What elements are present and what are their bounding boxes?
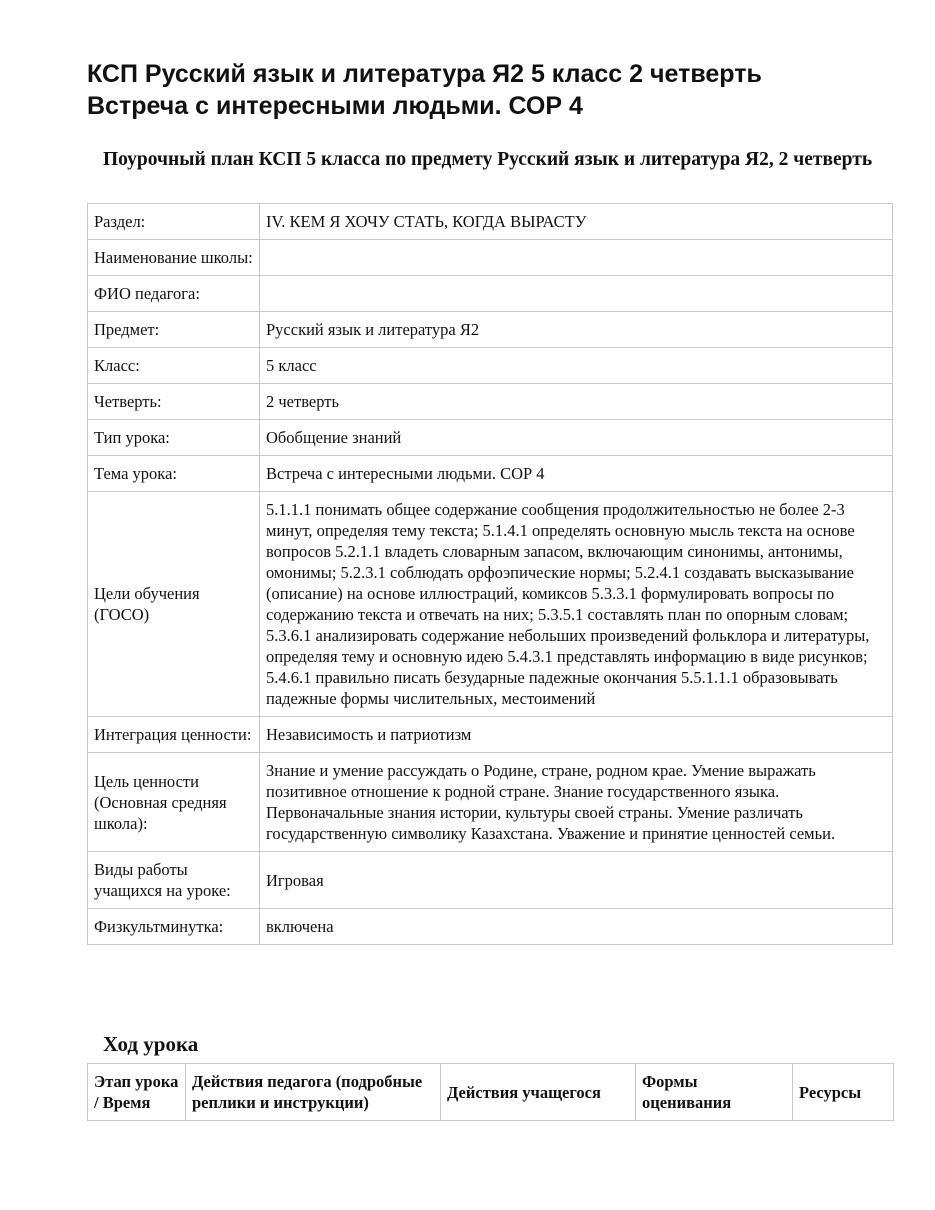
column-header-student-actions: Действия учащегося bbox=[441, 1064, 636, 1121]
table-row bbox=[88, 717, 893, 753]
column-header-assessment-forms: Формы оценивания bbox=[636, 1064, 793, 1121]
row-value-physical-break: включена bbox=[260, 909, 893, 945]
table-row bbox=[88, 456, 893, 492]
document-title-line-1: КСП Русский язык и литература Я2 5 класс 2 четверть bbox=[87, 60, 762, 88]
row-label-section: Раздел: bbox=[88, 204, 260, 240]
table-header-row bbox=[88, 1064, 894, 1121]
lesson-progress-heading: Ход урока bbox=[103, 1032, 199, 1056]
row-label-value-goal: Цель ценности (Основная средняя школа): bbox=[88, 753, 260, 852]
document-title-line-2: Встреча с интересными людьми. СОР 4 bbox=[87, 92, 583, 120]
table-row bbox=[88, 753, 893, 852]
plan-subtitle: Поурочный план КСП 5 класса по предмету Русский язык и литература Я2, 2 четверть bbox=[103, 149, 873, 170]
table-row bbox=[88, 852, 893, 909]
table-row bbox=[88, 204, 893, 240]
row-value-lesson-topic: Встреча с интересными людьми. СОР 4 bbox=[260, 456, 893, 492]
row-value-value-goal: Знание и умение рассуждать о Родине, стране, родном крае. Умение выражать позитивное отношение к родной стране. Знание государственного языка. Первоначальные знания истории, культуры своей страны. Умение различать государственную символику Казахстана. Уважение и принятие ценностей семьи. bbox=[260, 753, 893, 852]
lesson-plan-table bbox=[87, 203, 893, 945]
row-value-value-integration: Независимость и патриотизм bbox=[260, 717, 893, 753]
row-value-quarter: 2 четверть bbox=[260, 384, 893, 420]
row-label-quarter: Четверть: bbox=[88, 384, 260, 420]
row-label-school-name: Наименование школы: bbox=[88, 240, 260, 276]
row-value-grade: 5 класс bbox=[260, 348, 893, 384]
row-value-learning-objectives: 5.1.1.1 понимать общее содержание сообщения продолжительностью не более 2-3 минут, определяя тему текста; 5.1.4.1 определять основную мысль текста на основе вопросов 5.2.1.1 владеть словарным запасом, включающим синонимы, антонимы, омонимы; 5.2.3.1 соблюдать орфоэпические нормы; 5.2.4.1 создавать высказывание (описание) на основе иллюстраций, комиксов 5.3.3.1 формулировать вопросы по содержанию текста и отвечать на них; 5.3.5.1 составлять план по опорным словам; 5.3.6.1 анализировать содержание небольших произведений фольклора и литературы, определяя тему и основную идею 5.4.3.1 представлять информацию в виде рисунков; 5.4.6.1 правильно писать безударные падежные окончания 5.5.1.1.1 образовывать падежные формы числительных, местоимений bbox=[260, 492, 893, 717]
table-row bbox=[88, 348, 893, 384]
table-row bbox=[88, 492, 893, 717]
row-label-physical-break: Физкультминутка: bbox=[88, 909, 260, 945]
row-label-subject: Предмет: bbox=[88, 312, 260, 348]
column-header-stage: Этап урока / Время bbox=[88, 1064, 186, 1121]
table-row bbox=[88, 384, 893, 420]
document-title bbox=[87, 58, 887, 122]
row-label-lesson-type: Тип урока: bbox=[88, 420, 260, 456]
column-header-resources: Ресурсы bbox=[793, 1064, 894, 1121]
row-value-school-name bbox=[260, 240, 893, 276]
table-row bbox=[88, 909, 893, 945]
row-label-value-integration: Интеграция ценности: bbox=[88, 717, 260, 753]
row-label-work-types: Виды работы учащихся на уроке: bbox=[88, 852, 260, 909]
table-row bbox=[88, 420, 893, 456]
row-label-lesson-topic: Тема урока: bbox=[88, 456, 260, 492]
lesson-progress-table bbox=[87, 1063, 894, 1121]
row-label-learning-objectives: Цели обучения (ГОСО) bbox=[88, 492, 260, 717]
table-row bbox=[88, 276, 893, 312]
row-label-grade: Класс: bbox=[88, 348, 260, 384]
row-label-teacher-name: ФИО педагога: bbox=[88, 276, 260, 312]
row-value-work-types: Игровая bbox=[260, 852, 893, 909]
column-header-teacher-actions: Действия педагога (подробные реплики и инструкции) bbox=[186, 1064, 441, 1121]
table-row bbox=[88, 240, 893, 276]
row-value-teacher-name bbox=[260, 276, 893, 312]
row-value-subject: Русский язык и литература Я2 bbox=[260, 312, 893, 348]
row-value-section: IV. КЕМ Я ХОЧУ СТАТЬ, КОГДА ВЫРАСТУ bbox=[260, 204, 893, 240]
row-value-lesson-type: Обобщение знаний bbox=[260, 420, 893, 456]
table-row bbox=[88, 312, 893, 348]
